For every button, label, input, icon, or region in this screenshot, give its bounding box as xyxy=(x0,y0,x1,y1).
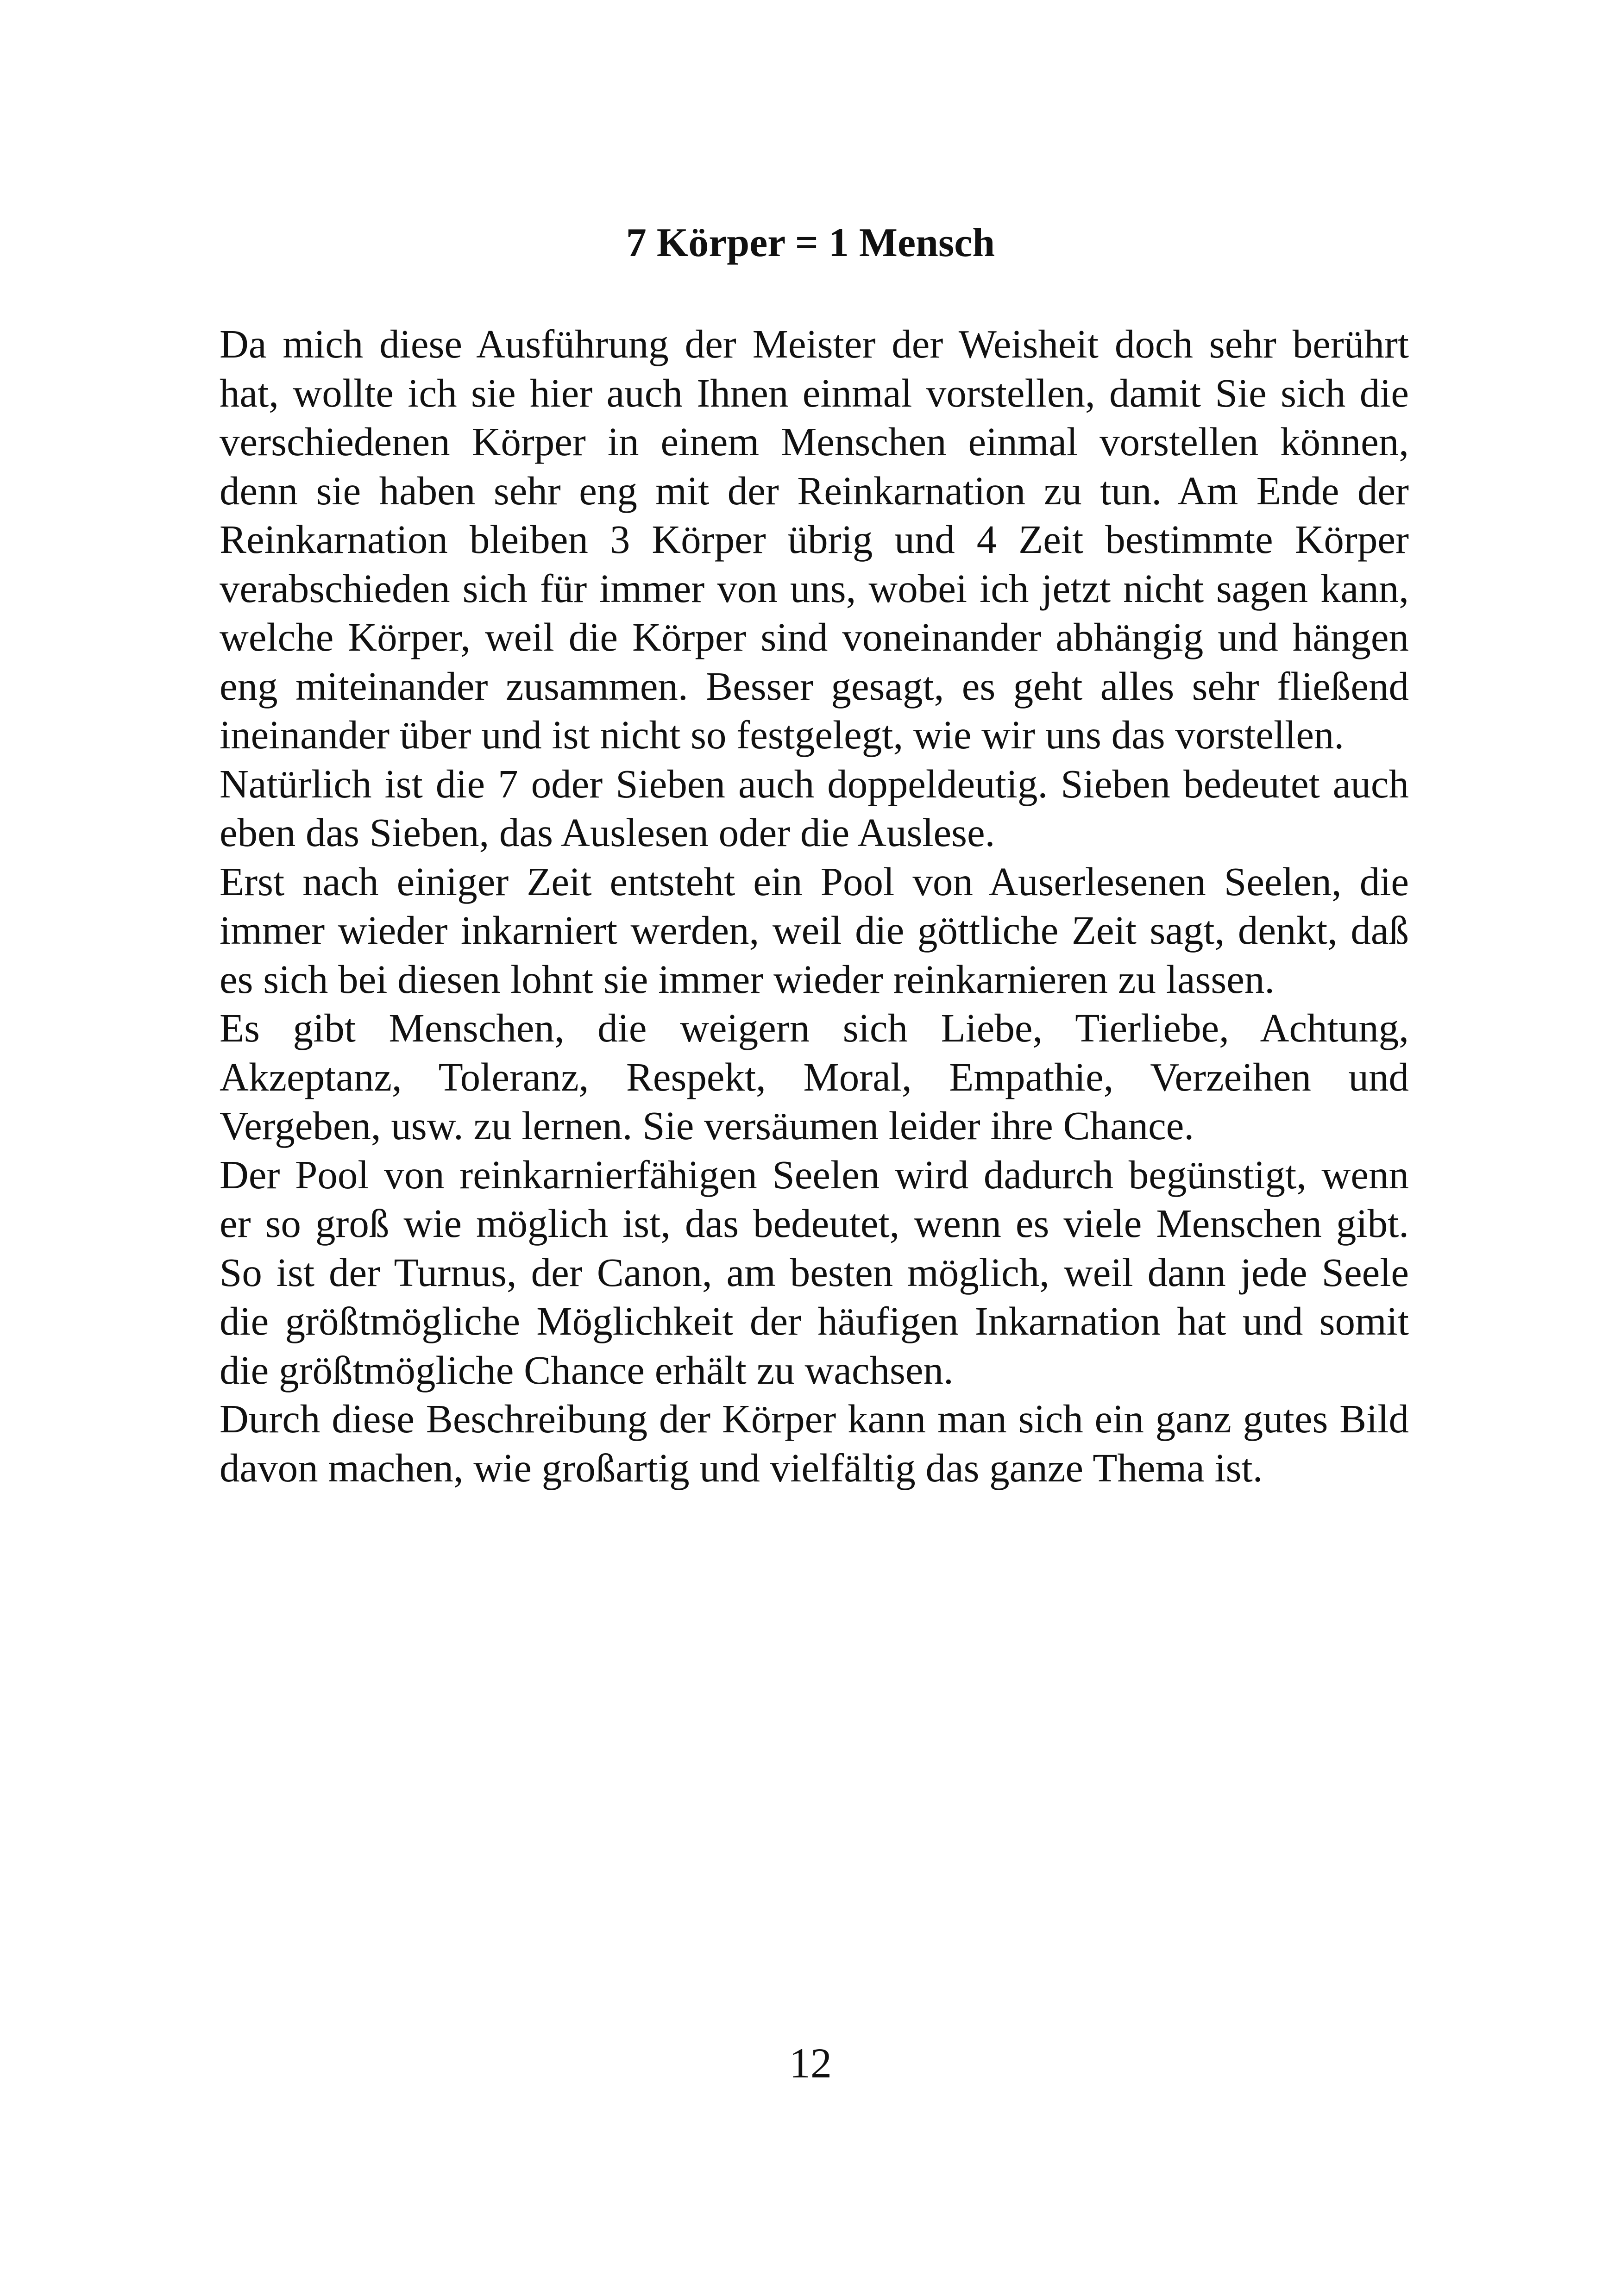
body-text xyxy=(220,320,1409,1492)
paragraph-5: Der Pool von reinkarnierfähigen Seelen wird dadurch begünstigt, wenn er so groß wie möglich ist, das bedeutet, wenn es viele Menschen gibt. So ist der Turnus, der Canon, am besten möglich, weil dann jede Seele die größtmögliche Möglichkeit der häufigen Inkarnation hat und somit die größtmögliche Chance erhält zu wachsen. xyxy=(220,1152,1409,1393)
page-title: 7 Körper = 1 Mensch xyxy=(626,220,995,265)
paragraph-3: Erst nach einiger Zeit entsteht ein Pool von Auserlesenen Seelen, die immer wieder inkarniert werden, weil die göttliche Zeit sagt, denkt, daß es sich bei diesen lohnt sie immer wieder reinkarnieren zu lassen. xyxy=(220,859,1409,1002)
paragraph-6: Durch diese Beschreibung der Körper kann man sich ein ganz gutes Bild davon machen, wie großartig und vielfältig das ganze Thema ist. xyxy=(220,1396,1409,1490)
paragraph-4: Es gibt Menschen, die weigern sich Liebe, Tierliebe, Achtung, Akzeptanz, Toleranz, Respekt, Moral, Empathie, Verzeihen und Vergeben, usw. zu lernen. Sie versäumen leider ihre Chance. xyxy=(220,1005,1409,1148)
paragraph-1: Da mich diese Ausführung der Meister der Weisheit doch sehr berührt hat, wollte ich sie hier auch Ihnen einmal vorstellen, damit Sie sich die verschiedenen Körper in einem Menschen einmal vorstellen können, denn sie haben sehr eng mit der Reinkarnation zu tun. Am Ende der Reinkarnation bleiben 3 Körper übrig und 4 Zeit bestimmte Körper verabschieden sich für immer von uns, wobei ich jetzt nicht sagen kann, welche Körper, weil die Körper sind voneinander abhängig und hängen eng miteinander zusammen. Besser gesagt, es geht alles sehr fließend ineinander über und ist nicht so festgelegt, wie wir uns das vorstellen. xyxy=(220,321,1409,757)
page-number: 12 xyxy=(789,2039,832,2087)
paragraph-2: Natürlich ist die 7 oder Sieben auch doppeldeutig. Sieben bedeutet auch eben das Sieben, das Auslesen oder die Auslese. xyxy=(220,761,1409,855)
